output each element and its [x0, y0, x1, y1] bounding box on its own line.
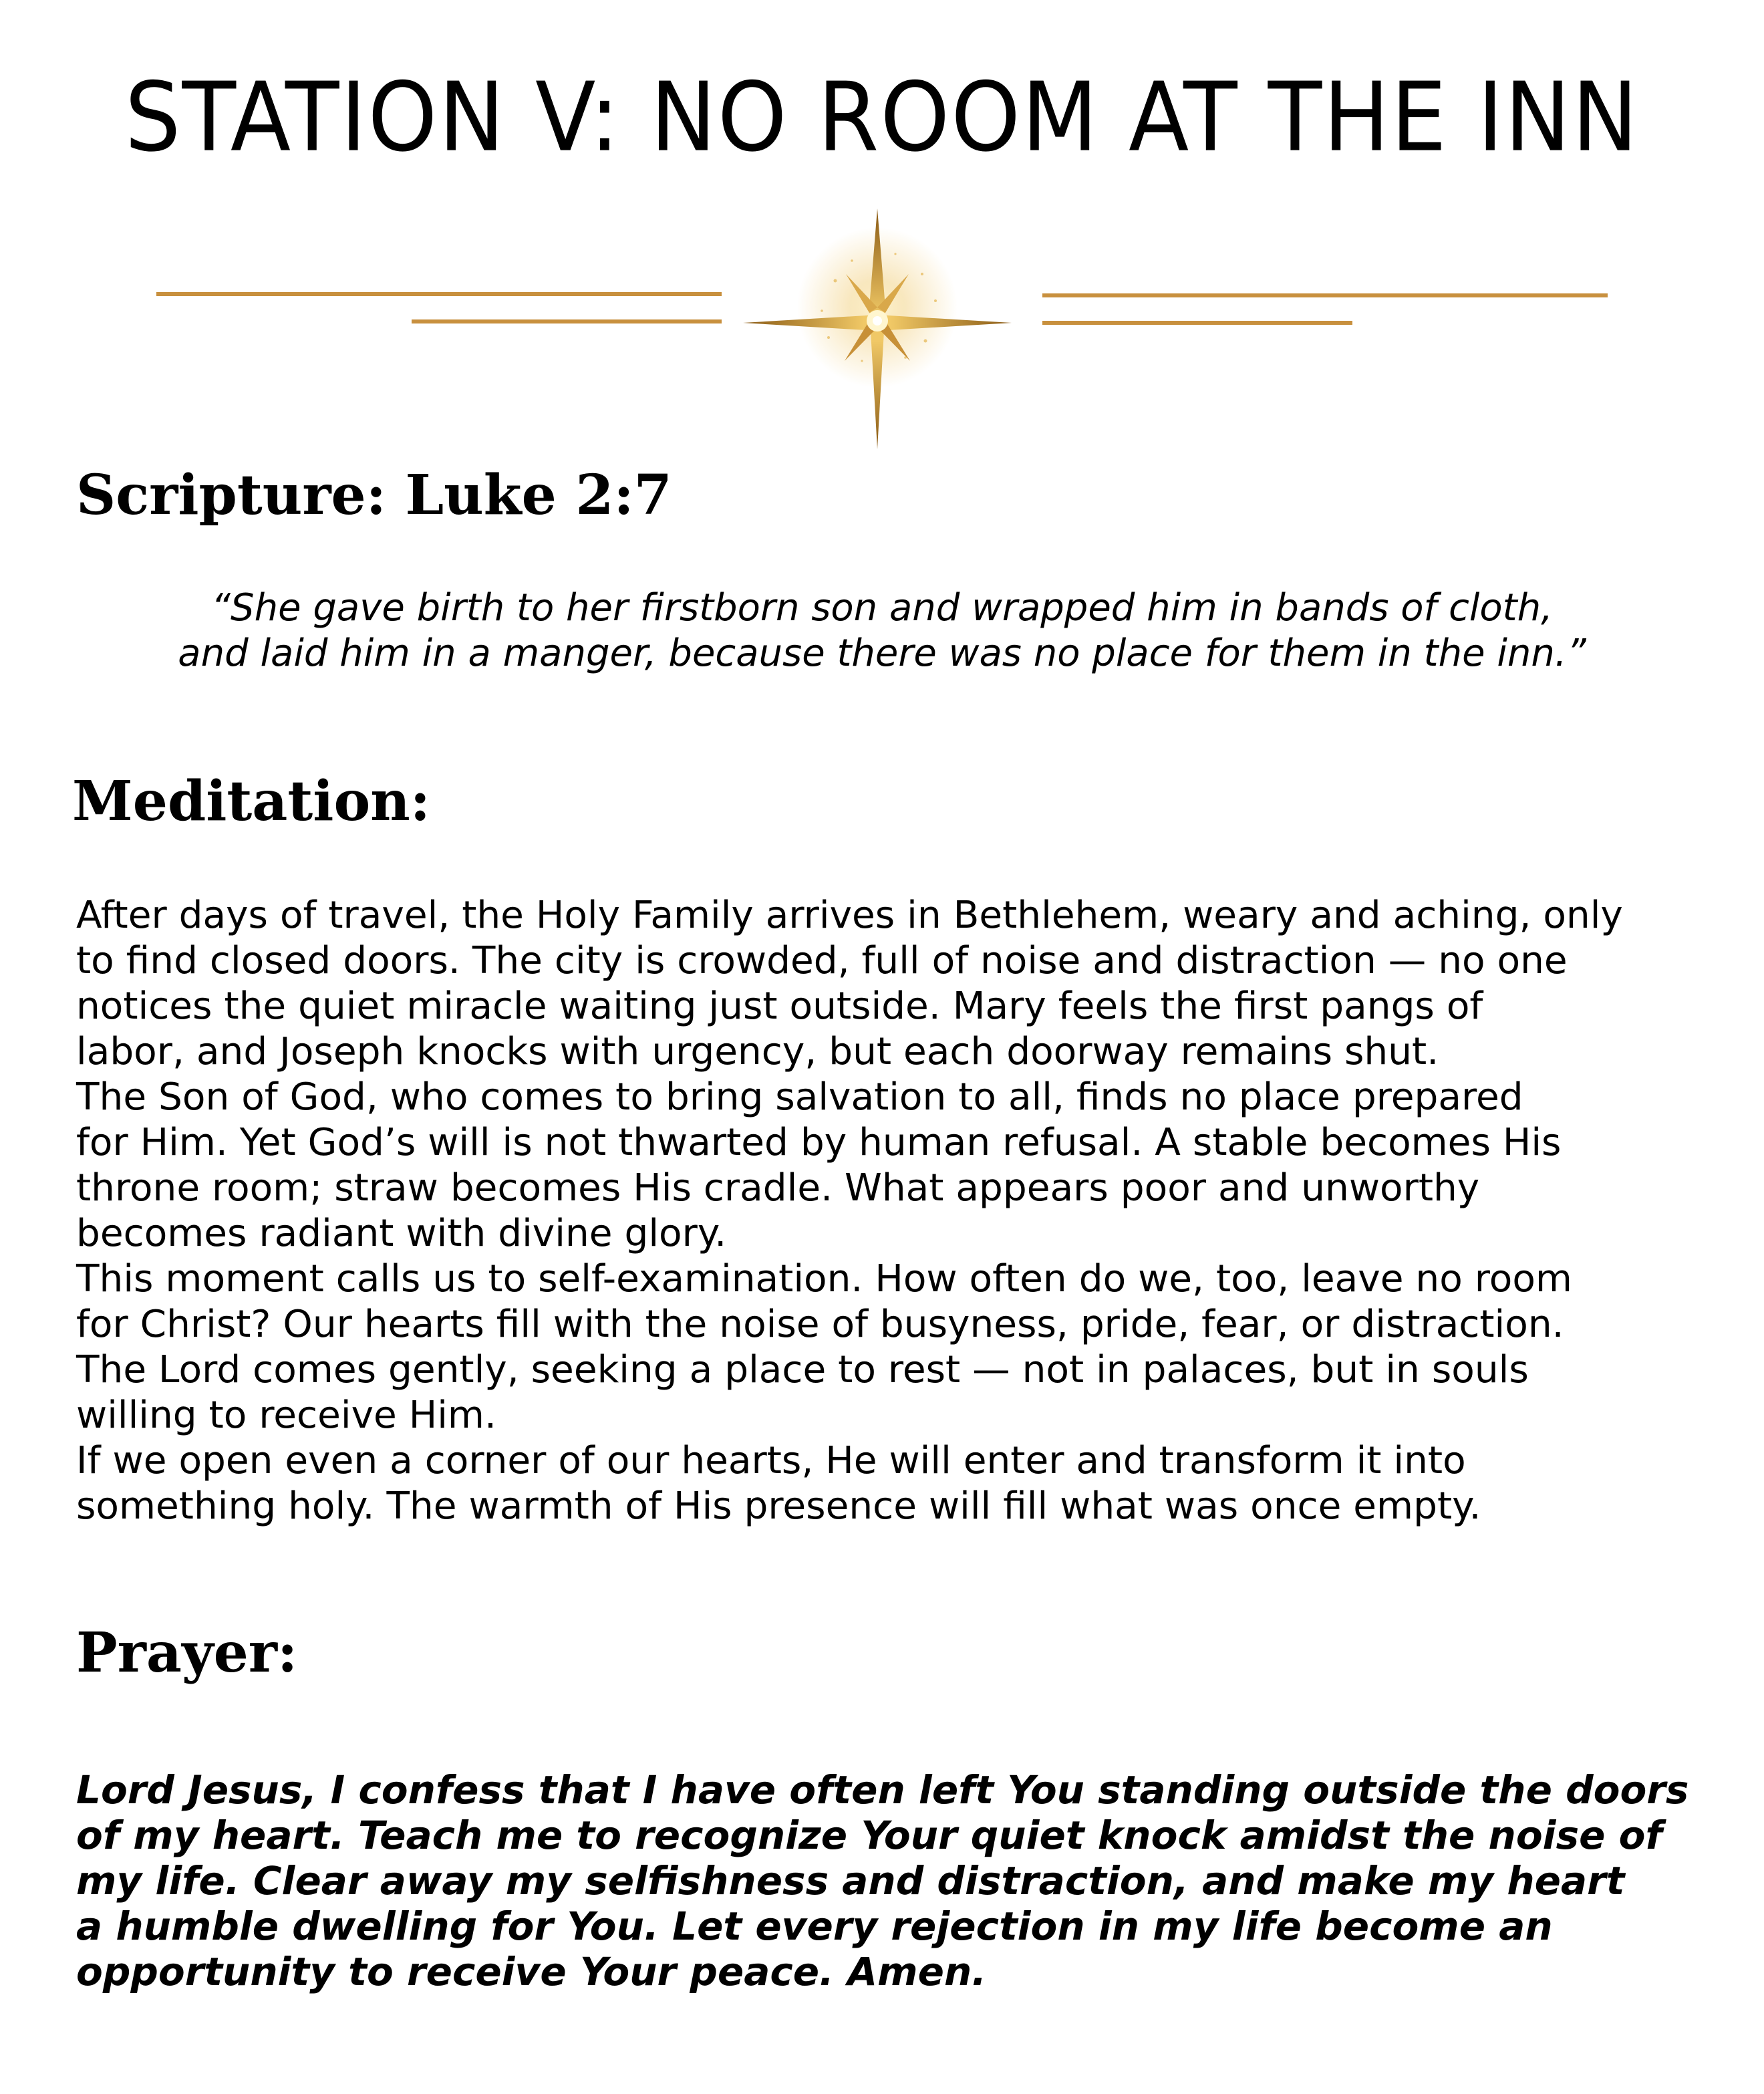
- meditation-line: willing to receive Him.: [76, 1394, 496, 1437]
- meditation-text: [76, 893, 1733, 1529]
- quote-line: and laid him in a manger, because there was no place for them in the inn.”: [178, 632, 1586, 675]
- divider-line-right-short: [1042, 321, 1352, 325]
- meditation-line: labor, and Joseph knocks with urgency, but each doorway remains shut.: [76, 1030, 1439, 1073]
- meditation-heading: Meditation:: [72, 769, 431, 833]
- meditation-line: This moment calls us to self-examination. How often do we, too, leave no room: [76, 1257, 1572, 1301]
- quote-line: “She gave birth to her firstborn son and wrapped him in bands of cloth,: [211, 586, 1553, 630]
- prayer-text: [76, 1767, 1733, 1994]
- meditation-line: After days of travel, the Holy Family arrives in Bethlehem, weary and aching, only: [76, 894, 1623, 937]
- meditation-line: If we open even a corner of our hearts, He will enter and transform it into: [76, 1439, 1466, 1482]
- prayer-line: Lord Jesus, I confess that I have often left You standing outside the doors: [76, 1767, 1689, 1813]
- prayer-line: of my heart. Teach me to recognize Your quiet knock amidst the noise of: [76, 1813, 1662, 1858]
- scripture-heading: Scripture: Luke 2:7: [76, 463, 672, 527]
- meditation-line: The Son of God, who comes to bring salvation to all, finds no place prepared: [76, 1075, 1523, 1119]
- prayer-line: a humble dwelling for You. Let every rejection in my life become an: [76, 1904, 1553, 1949]
- prayer-heading: Prayer:: [76, 1621, 298, 1685]
- divider-line-left-short: [412, 319, 722, 323]
- meditation-line: becomes radiant with divine glory.: [76, 1212, 727, 1255]
- star-icon: [743, 209, 1012, 449]
- scripture-quote: [0, 585, 1764, 676]
- meditation-line: something holy. The warmth of His presence will fill what was once empty.: [76, 1484, 1481, 1528]
- prayer-line: my life. Clear away my selfishness and distraction, and make my heart: [76, 1858, 1625, 1904]
- meditation-line: for Christ? Our hearts fill with the noise of busyness, pride, fear, or distraction.: [76, 1303, 1564, 1346]
- page-title: STATION V: NO ROOM AT THE INN: [124, 61, 1640, 174]
- divider-line-left-long: [156, 292, 722, 296]
- ornamental-divider: [0, 201, 1764, 454]
- meditation-line: notices the quiet miracle waiting just outside. Mary feels the first pangs of: [76, 985, 1483, 1028]
- meditation-line: throne room; straw becomes His cradle. What appears poor and unworthy: [76, 1166, 1480, 1210]
- meditation-line: for Him. Yet God’s will is not thwarted by human refusal. A stable becomes His: [76, 1121, 1562, 1164]
- prayer-line: opportunity to receive Your peace. Amen.: [76, 1949, 987, 1994]
- divider-line-right-long: [1042, 293, 1608, 297]
- meditation-line: to find closed doors. The city is crowded, full of noise and distraction — no one: [76, 939, 1568, 983]
- meditation-line: The Lord comes gently, seeking a place to rest — not in palaces, but in souls: [76, 1348, 1529, 1392]
